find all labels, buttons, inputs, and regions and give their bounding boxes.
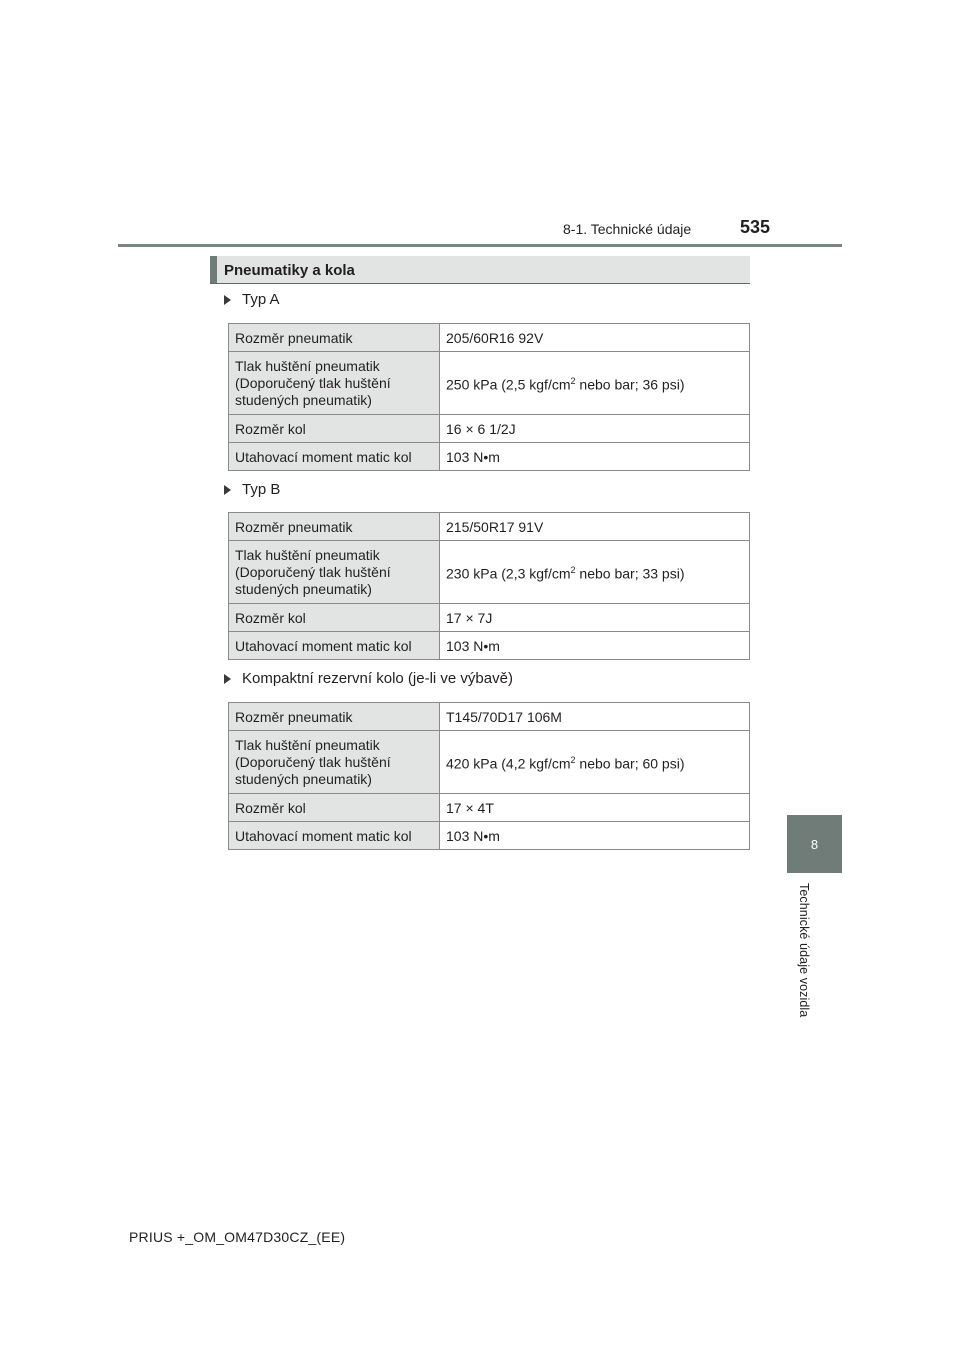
value-main: 420 kPa (4,2 kgf/cm (446, 755, 571, 772)
row-value: T145/70D17 106M (440, 703, 750, 731)
value-rest: nebo bar; 33 psi) (575, 565, 685, 582)
table-row (229, 352, 750, 415)
spec-table-spare (228, 702, 750, 850)
variant-label-a (224, 291, 280, 308)
variant-label-text: Typ B (242, 481, 281, 498)
row-key (229, 731, 440, 794)
key-line: Tlak huštění pneumatik (235, 357, 380, 374)
value-main: 230 kPa (2,3 kgf/cm (446, 565, 571, 582)
row-key (229, 541, 440, 604)
document-footer: PRIUS +_OM_OM47D30CZ_(EE) (129, 1229, 346, 1245)
row-value (440, 731, 750, 794)
table-row (229, 324, 750, 352)
key-line: studených pneumatik) (235, 391, 372, 408)
row-value (440, 352, 750, 415)
arrow-right-icon (224, 485, 231, 495)
row-value: 103 N•m (440, 443, 750, 471)
page-number: 535 (740, 217, 771, 237)
table-row (229, 513, 750, 541)
row-value: 103 N•m (440, 822, 750, 850)
key-line: Tlak huštění pneumatik (235, 546, 380, 563)
banner-accent-bar (210, 256, 217, 283)
chapter-tab[interactable] (787, 815, 842, 873)
row-key: Utahovací moment matic kol (229, 443, 440, 471)
row-key: Utahovací moment matic kol (229, 822, 440, 850)
row-value (440, 541, 750, 604)
row-key: Rozměr pneumatik (229, 703, 440, 731)
key-line: studených pneumatik) (235, 580, 372, 597)
variant-label-text: Kompaktní rezervní kolo (je-li ve výbavě) (242, 670, 513, 687)
key-line: studených pneumatik) (235, 770, 372, 787)
arrow-right-icon (224, 674, 231, 684)
chapter-number: 8 (810, 836, 819, 852)
key-line: (Doporučený tlak huštění (235, 563, 391, 580)
row-value: 17 × 7J (440, 604, 750, 632)
row-key: Rozměr pneumatik (229, 324, 440, 352)
key-line: Tlak huštění pneumatik (235, 736, 380, 753)
row-key: Utahovací moment matic kol (229, 632, 440, 660)
section-reference: 8-1. Technické údaje (563, 221, 692, 237)
table-row (229, 703, 750, 731)
value-rest: nebo bar; 60 psi) (575, 755, 685, 772)
table-row (229, 632, 750, 660)
row-key: Rozměr kol (229, 415, 440, 443)
arrow-right-icon (224, 295, 231, 305)
section-banner (210, 256, 750, 284)
row-value: 205/60R16 92V (440, 324, 750, 352)
table-row (229, 415, 750, 443)
row-key: Rozměr kol (229, 794, 440, 822)
value-superscript: 2 (570, 754, 576, 765)
row-value: 103 N•m (440, 632, 750, 660)
row-key: Rozměr pneumatik (229, 513, 440, 541)
chapter-title: Technické údaje vozidla (797, 883, 811, 1018)
spec-table-a (228, 323, 750, 471)
table-row (229, 731, 750, 794)
variant-label-text: Typ A (242, 291, 280, 308)
table-row (229, 443, 750, 471)
table-row (229, 822, 750, 850)
spec-table-b (228, 512, 750, 660)
variant-label-spare (224, 670, 513, 687)
table-row (229, 604, 750, 632)
table-row (229, 541, 750, 604)
header-rule (118, 244, 842, 247)
row-value: 17 × 4T (440, 794, 750, 822)
value-rest: nebo bar; 36 psi) (575, 376, 685, 393)
row-key (229, 352, 440, 415)
row-value: 215/50R17 91V (440, 513, 750, 541)
key-line: (Doporučený tlak huštění (235, 374, 391, 391)
row-key: Rozměr kol (229, 604, 440, 632)
value-superscript: 2 (570, 564, 576, 575)
key-line: (Doporučený tlak huštění (235, 753, 391, 770)
value-main: 250 kPa (2,5 kgf/cm (446, 376, 571, 393)
variant-label-b (224, 481, 280, 498)
section-title: Pneumatiky a kola (224, 262, 355, 279)
value-superscript: 2 (570, 375, 576, 386)
table-row (229, 794, 750, 822)
row-value: 16 × 6 1/2J (440, 415, 750, 443)
